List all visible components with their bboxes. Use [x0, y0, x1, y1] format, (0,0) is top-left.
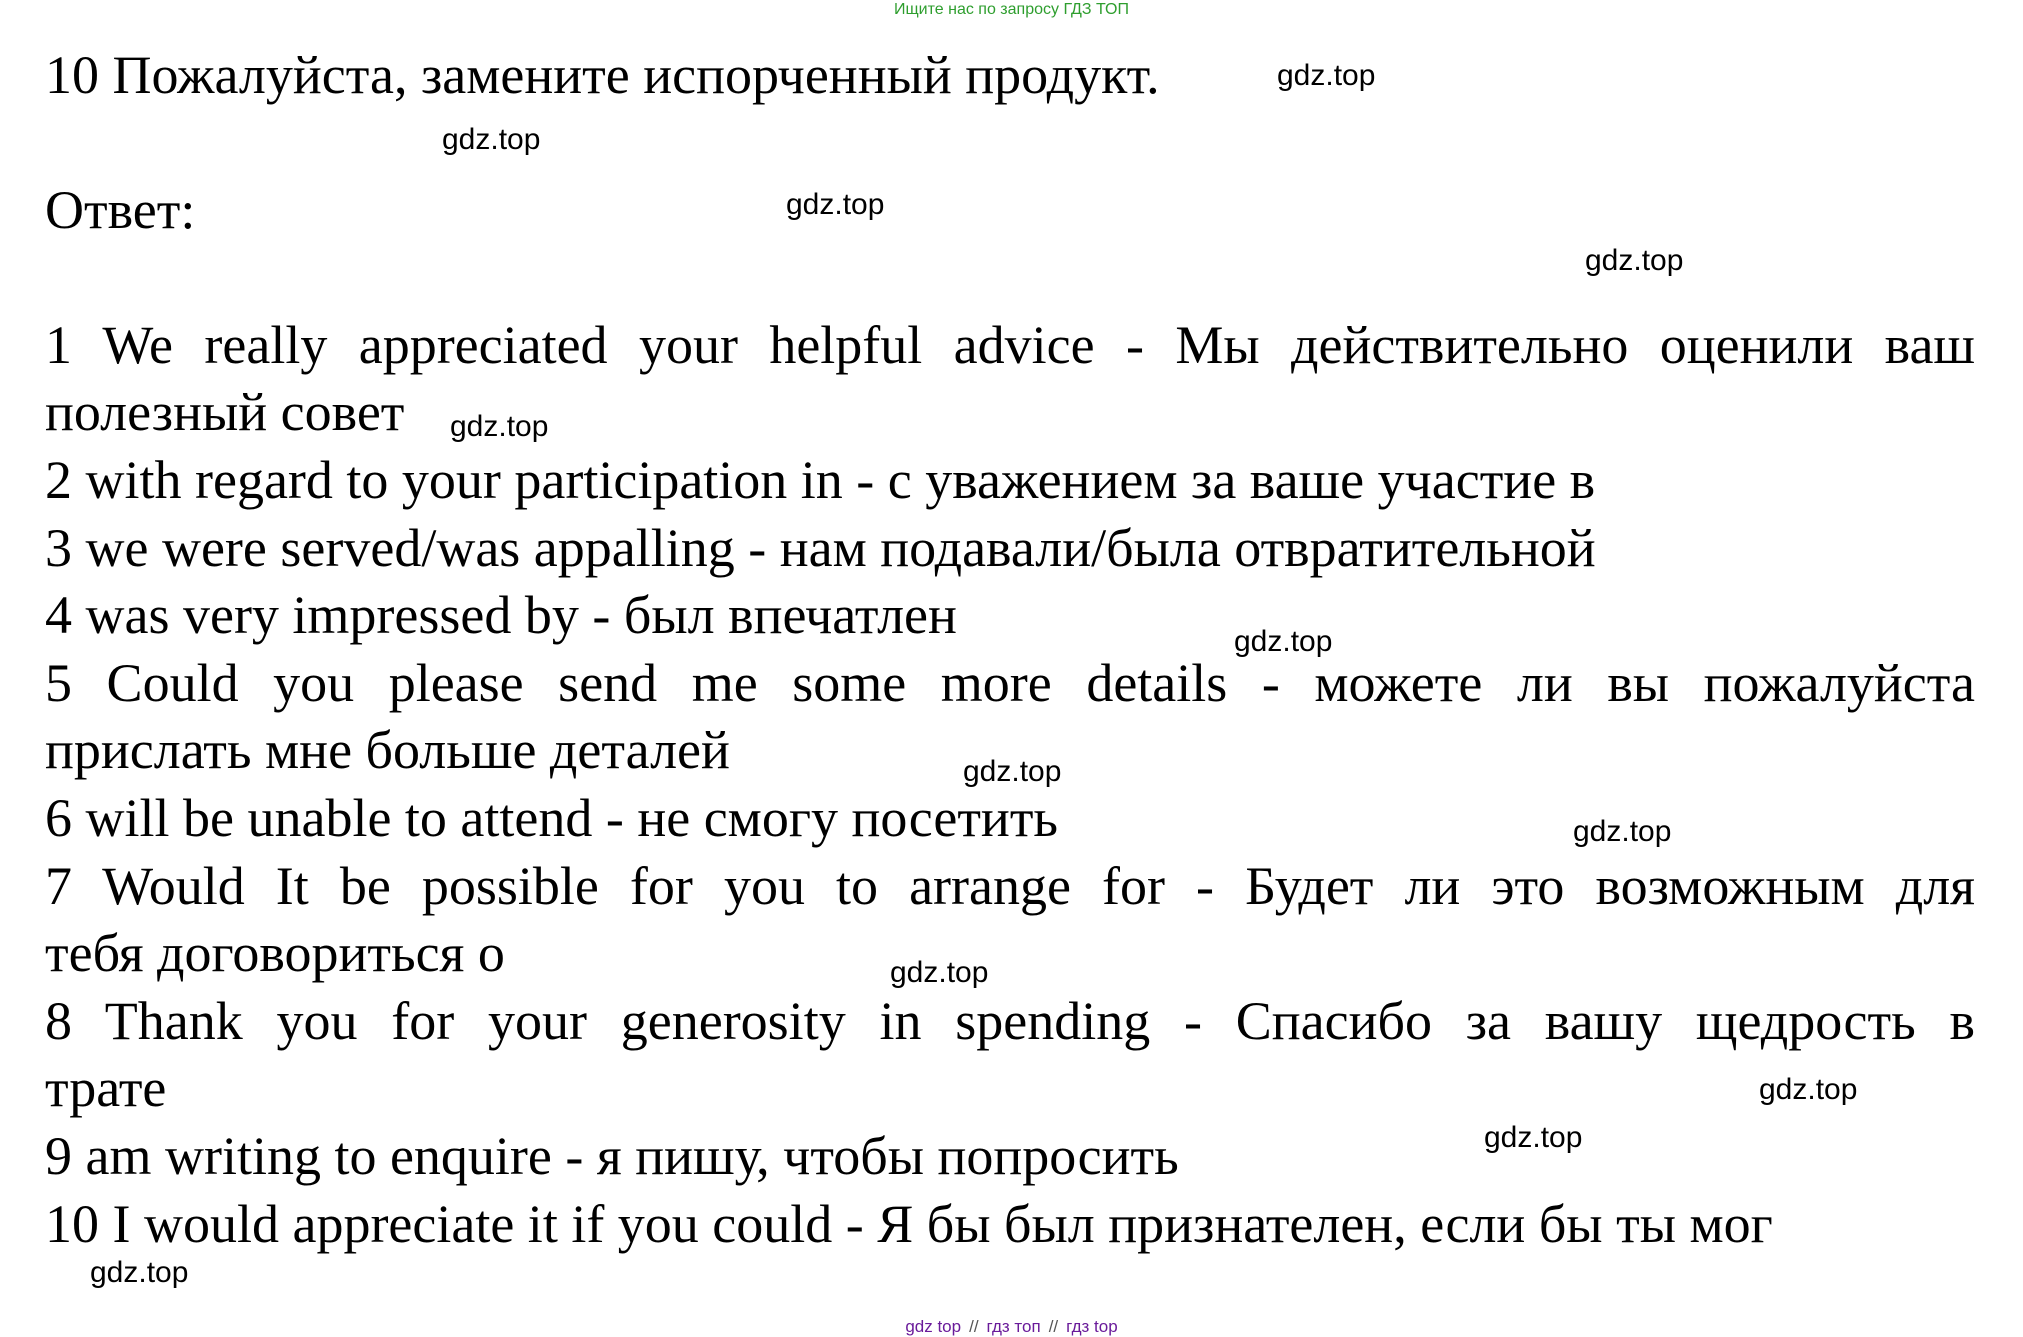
top-banner[interactable]: Ищите нас по запросу ГДЗ ТОП	[894, 1, 1129, 18]
answer-line: 1 We really appreciated your helpful advice - Мы действительно оценили ваш	[45, 315, 1975, 375]
answer-line: 6 will be unable to attend - не смогу посетить	[45, 788, 1059, 848]
answer-line: трате	[45, 1058, 167, 1118]
watermark: gdz.top	[1277, 59, 1376, 92]
watermark: gdz.top	[1234, 625, 1333, 658]
answer-line: 2 with regard to your participation in - с уважением за ваше участие в	[45, 450, 1596, 510]
answer-line: 4 was very impressed by - был впечатлен	[45, 585, 957, 645]
watermark: gdz.top	[1573, 815, 1672, 848]
footer-links	[0, 1317, 2023, 1337]
watermark: gdz.top	[90, 1256, 189, 1289]
answer-line: 3 we were served/was appalling - нам подавали/была отвратительной	[45, 518, 1596, 578]
watermark: gdz.top	[450, 410, 549, 443]
watermark: gdz.top	[1585, 244, 1684, 277]
answer-line: 7 Would It be possible for you to arrange for - Будет ли это возможным для	[45, 856, 1975, 916]
footer-separator: //	[969, 1317, 979, 1336]
answer-label: Ответ:	[45, 180, 196, 240]
footer-link[interactable]: gdz top	[905, 1317, 962, 1336]
answer-line: прислать мне больше деталей	[45, 720, 730, 780]
answer-line: тебя договориться о	[45, 923, 505, 983]
answer-line: 8 Thank you for your generosity in spending - Спасибо за вашу щедрость в	[45, 991, 1975, 1051]
footer-link[interactable]: гдз top	[1066, 1317, 1118, 1336]
watermark: gdz.top	[786, 188, 885, 221]
question-text: 10 Пожалуйста, замените испорченный продукт.	[45, 45, 1160, 105]
footer-link[interactable]: гдз топ	[986, 1317, 1041, 1336]
answer-line: 9 am writing to enquire - я пишу, чтобы попросить	[45, 1126, 1179, 1186]
answer-line: 10 I would appreciate it if you could - Я бы был признателен, если бы ты мог	[45, 1194, 1773, 1254]
watermark: gdz.top	[1759, 1073, 1858, 1106]
watermark: gdz.top	[890, 956, 989, 989]
watermark: gdz.top	[1484, 1121, 1583, 1154]
footer-separator: //	[1048, 1317, 1059, 1336]
watermark: gdz.top	[963, 755, 1062, 788]
answer-line: полезный совет	[45, 382, 405, 442]
answer-line: 5 Could you please send me some more details - можете ли вы пожалуйста	[45, 653, 1975, 713]
watermark: gdz.top	[442, 123, 541, 156]
